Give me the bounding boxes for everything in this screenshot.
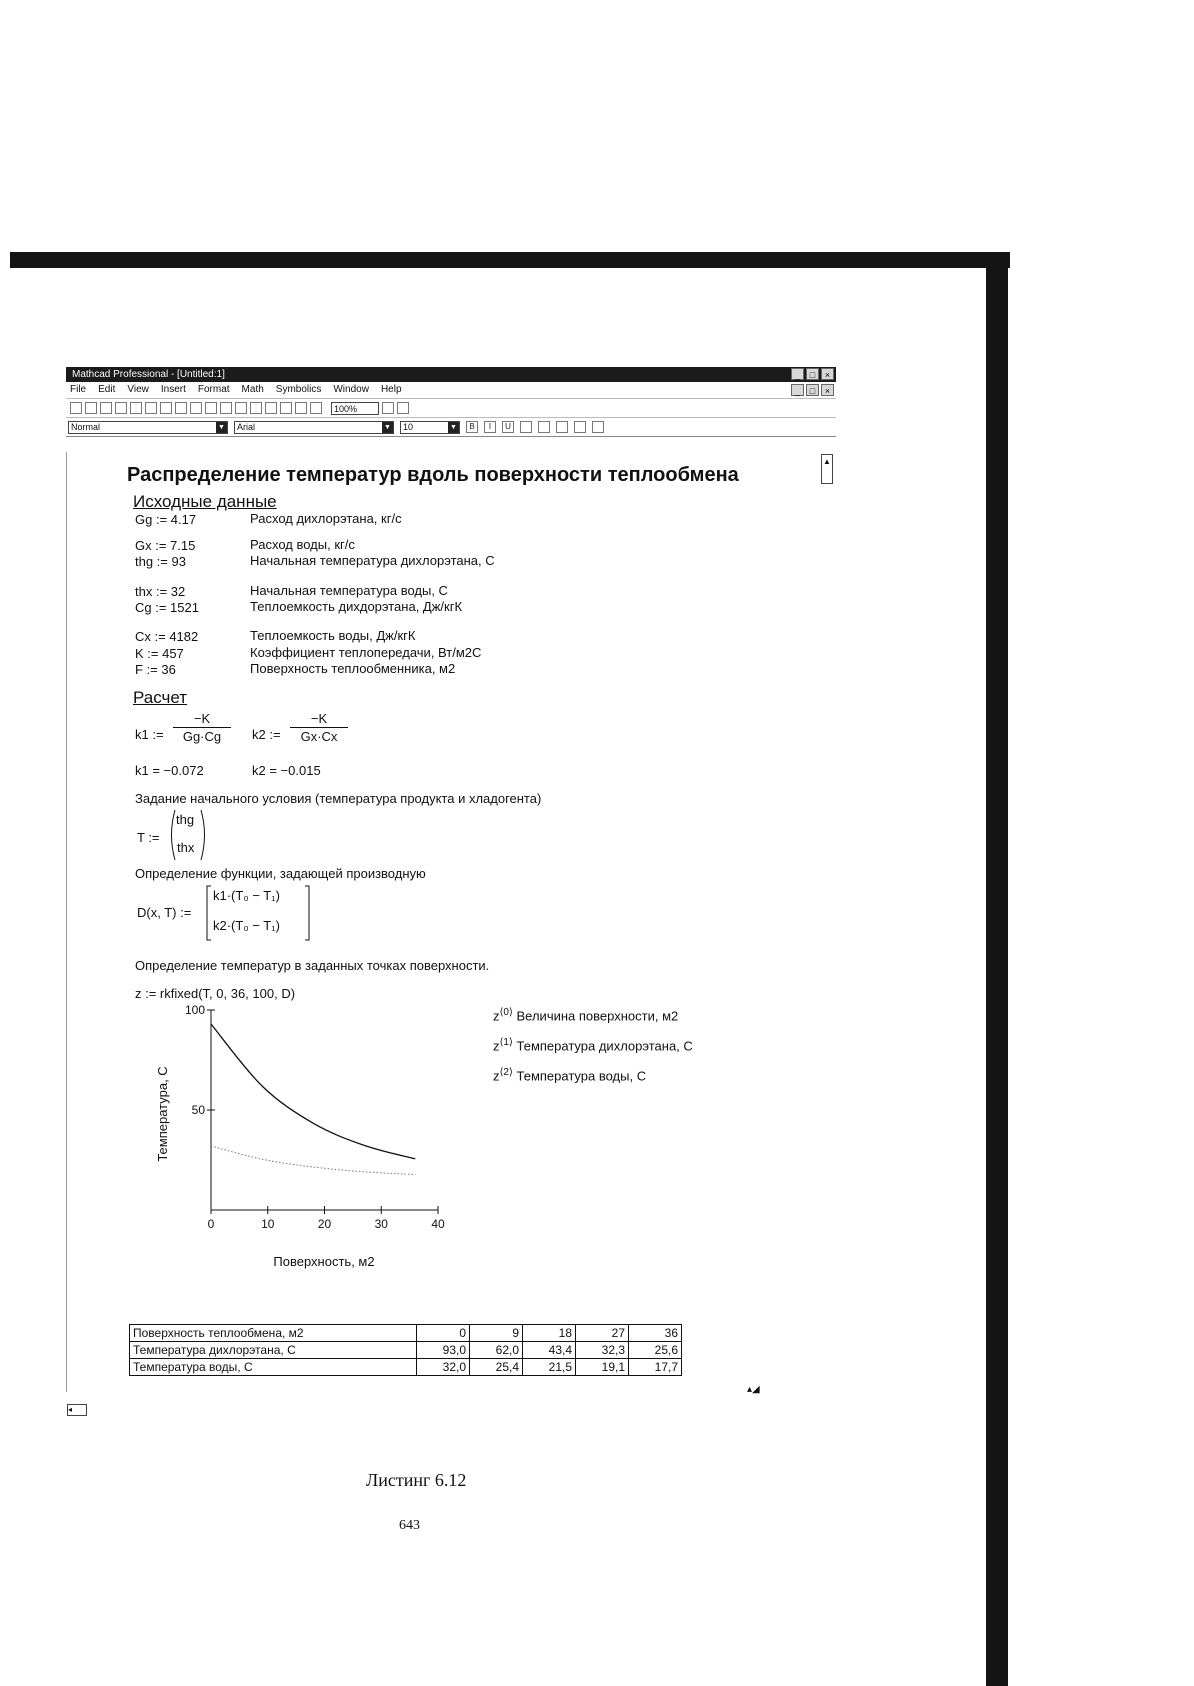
style-select[interactable]: [68, 421, 228, 434]
desc-cx: Теплоемкость воды, Дж/кгК: [250, 628, 416, 643]
results-table: [129, 1324, 682, 1376]
k1-fraction: [173, 711, 231, 744]
table-cell: 62,0: [470, 1342, 523, 1359]
align-icon[interactable]: [235, 402, 247, 414]
def-cg: Cg := 1521: [135, 600, 199, 615]
points-text: Определение температур в заданных точках поверхности.: [135, 958, 490, 973]
def-gg: Gg := 4.17: [135, 512, 197, 527]
chevron-down-icon: ▼: [382, 422, 393, 433]
table-cell: 0: [417, 1325, 470, 1342]
table-row: [130, 1325, 682, 1342]
minimize-button[interactable]: _: [791, 368, 804, 380]
desc-thg: Начальная температура дихлорэтана, С: [250, 553, 495, 568]
save-icon[interactable]: [100, 402, 112, 414]
underline-icon[interactable]: U: [502, 421, 514, 433]
resize-corner-icon[interactable]: ▴◢: [747, 1384, 760, 1395]
k2-numerator: −K: [290, 711, 348, 728]
menu-format[interactable]: Format: [197, 384, 230, 395]
series-line-0: [211, 1024, 415, 1159]
x-tick-label: 40: [431, 1217, 445, 1231]
legend-z0-text: Величина поверхности, м2: [516, 1008, 679, 1024]
x-tick-label: 0: [207, 1217, 215, 1231]
t-lhs: T :=: [137, 830, 160, 845]
def-thg: thg := 93: [135, 554, 186, 569]
t-vector-top: thg: [176, 812, 195, 827]
align-right-icon[interactable]: [556, 421, 568, 433]
k2-lhs: k2 :=: [252, 727, 281, 742]
x-tick-label: 10: [261, 1217, 275, 1231]
numbering-icon[interactable]: [592, 421, 604, 433]
table-cell: 32,0: [417, 1359, 470, 1376]
page-title: Распределение температур вдоль поверхности теплообмена: [127, 464, 739, 486]
x-axis-label: Поверхность, м2: [273, 1254, 375, 1269]
table-cell: 32,3: [576, 1342, 629, 1359]
menu-bar: [66, 382, 836, 399]
y-axis-label: Температура, С: [155, 1066, 170, 1162]
listing-caption: Листинг 6.12: [366, 1470, 467, 1490]
align-center-icon[interactable]: [538, 421, 550, 433]
k1-numerator: −K: [173, 711, 231, 728]
d-vector-bottom: k2·(T₀ − T₁): [213, 918, 280, 933]
table-row-label: Поверхность теплообмена, м2: [130, 1325, 417, 1342]
resource-icon[interactable]: [310, 402, 322, 414]
table-cell: 93,0: [417, 1342, 470, 1359]
initial-condition-text: Задание начального условия (температура продукта и хладогента): [135, 791, 542, 806]
spell-check-icon[interactable]: [145, 402, 157, 414]
y-tick-label: 50: [191, 1103, 205, 1117]
desc-thx: Начальная температура воды, С: [250, 583, 448, 598]
d-vector-top: k1·(T₀ − T₁): [213, 888, 280, 903]
bold-icon[interactable]: B: [466, 421, 478, 433]
k1-denominator: Gg·Cg: [182, 729, 222, 744]
legend-z1-sup: ⟨1⟩: [499, 1037, 513, 1048]
doc-close-button[interactable]: ×: [821, 384, 834, 396]
table-cell: 9: [470, 1325, 523, 1342]
table-cell: 21,5: [523, 1359, 576, 1376]
menu-insert[interactable]: Insert: [160, 384, 186, 395]
desc-gx: Расход воды, кг/с: [250, 537, 355, 552]
menu-math[interactable]: Math: [241, 384, 264, 395]
y-tick-label: 100: [184, 1004, 205, 1017]
table-cell: 25,6: [629, 1342, 682, 1359]
def-f: F := 36: [135, 662, 176, 677]
insert-function-icon[interactable]: [250, 402, 262, 414]
legend-z1: $z^{⟨1⟩}$ Температура дихлорэтана, С: [493, 1037, 693, 1054]
table-cell: 18: [523, 1325, 576, 1342]
z-definition: z := rkfixed(T, 0, 36, 100, D): [135, 986, 296, 1001]
x-tick-label: 30: [374, 1217, 388, 1231]
x-tick-label: 20: [317, 1217, 332, 1231]
function-definition-text: Определение функции, задающей производную: [135, 866, 426, 881]
page-top-border: [10, 252, 1010, 268]
section-input-data: Исходные данные: [133, 492, 277, 511]
font-select[interactable]: [234, 421, 394, 434]
new-icon[interactable]: [70, 402, 82, 414]
def-cx: Cx := 4182: [135, 629, 199, 644]
table-cell: 36: [629, 1325, 682, 1342]
page-right-border: [986, 252, 1008, 1686]
temperature-chart: [151, 1004, 471, 1274]
menu-file[interactable]: File: [70, 384, 87, 395]
legend-z0-sup: ⟨0⟩: [499, 1007, 513, 1018]
resources-icon[interactable]: [382, 402, 394, 414]
k1-result: k1 = −0.072: [135, 763, 204, 778]
vertical-scrollbar[interactable]: ▲: [821, 454, 833, 484]
print-icon[interactable]: [115, 402, 127, 414]
doc-restore-button[interactable]: □: [806, 384, 819, 396]
standard-toolbar: [66, 399, 836, 418]
help-icon[interactable]: [397, 402, 409, 414]
table-cell: 17,7: [629, 1359, 682, 1376]
worksheet: [66, 452, 837, 1414]
k2-result: k2 = −0.015: [252, 763, 321, 778]
mathcad-window: [66, 367, 836, 1440]
menu-help[interactable]: Help: [380, 384, 402, 395]
title-bar: [66, 367, 836, 382]
zoom-select[interactable]: 100%: [331, 402, 379, 415]
table-row: [130, 1342, 682, 1359]
table-cell: 27: [576, 1325, 629, 1342]
copy-icon[interactable]: [175, 402, 187, 414]
component-icon[interactable]: [295, 402, 307, 414]
open-icon[interactable]: [85, 402, 97, 414]
table-cell: 19,1: [576, 1359, 629, 1376]
undo-icon[interactable]: [205, 402, 217, 414]
page-number: 643: [399, 1518, 420, 1533]
desc-f: Поверхность теплообменника, м2: [250, 661, 456, 676]
size-value: 10: [403, 421, 414, 432]
chevron-down-icon: ▼: [448, 422, 459, 433]
section-calculation: Расчет: [133, 688, 188, 707]
k2-fraction: [290, 711, 348, 744]
menu-edit[interactable]: Edit: [98, 384, 116, 395]
font-value: Arial: [237, 421, 256, 432]
legend-z1-text: Температура дихлорэтана, С: [516, 1038, 693, 1054]
window-title: Mathcad Professional - [Untitled:1]: [72, 369, 225, 380]
chevron-down-icon: ▼: [216, 422, 227, 433]
cut-icon[interactable]: [160, 402, 172, 414]
menu-view[interactable]: View: [127, 384, 149, 395]
formatting-toolbar: [66, 418, 836, 437]
legend-z0: $z^{⟨0⟩}$ Величина поверхности, м2: [493, 1007, 679, 1024]
table-row: [130, 1359, 682, 1376]
legend-z2-text: Температура воды, С: [516, 1068, 647, 1084]
legend-z2-sup: ⟨2⟩: [499, 1067, 513, 1078]
def-k: K := 457: [135, 646, 184, 661]
t-vector-bottom: thx: [177, 840, 195, 855]
desc-gg: Расход дихлорэтана, кг/с: [250, 511, 402, 526]
d-lhs: D(x, T) :=: [137, 905, 192, 920]
doc-minimize-button[interactable]: _: [791, 384, 804, 396]
paste-icon[interactable]: [190, 402, 202, 414]
style-value: Normal: [71, 421, 101, 432]
calculate-icon[interactable]: [280, 402, 292, 414]
def-gx: Gx := 7.15: [135, 538, 196, 553]
desc-cg: Теплоемкость дихдорэтана, Дж/кгК: [250, 599, 463, 614]
bullets-icon[interactable]: [574, 421, 586, 433]
horizontal-scroll-left[interactable]: ◂: [67, 1404, 87, 1416]
close-button[interactable]: ×: [821, 368, 834, 380]
insert-unit-icon[interactable]: [265, 402, 277, 414]
table-cell: 25,4: [470, 1359, 523, 1376]
print-preview-icon[interactable]: [130, 402, 142, 414]
table-row-label: Температура воды, С: [130, 1359, 417, 1376]
italic-icon[interactable]: I: [484, 421, 496, 433]
size-select[interactable]: [400, 421, 460, 434]
table-cell: 43,4: [523, 1342, 576, 1359]
k1-lhs: k1 :=: [135, 727, 164, 742]
maximize-button[interactable]: □: [806, 368, 819, 380]
series-line-1: [211, 1146, 415, 1175]
align-left-icon[interactable]: [520, 421, 532, 433]
desc-k: Коэффициент теплопередачи, Вт/м2С: [250, 645, 482, 660]
legend-z2: $z^{⟨2⟩}$ Температура воды, С: [493, 1067, 647, 1084]
k2-denominator: Gx·Cx: [300, 729, 338, 744]
redo-icon[interactable]: [220, 402, 232, 414]
table-row-label: Температура дихлорэтана, С: [130, 1342, 417, 1359]
menu-window[interactable]: Window: [333, 384, 369, 395]
def-thx: thx := 32: [135, 584, 186, 599]
menu-symbolics[interactable]: Symbolics: [275, 384, 322, 395]
